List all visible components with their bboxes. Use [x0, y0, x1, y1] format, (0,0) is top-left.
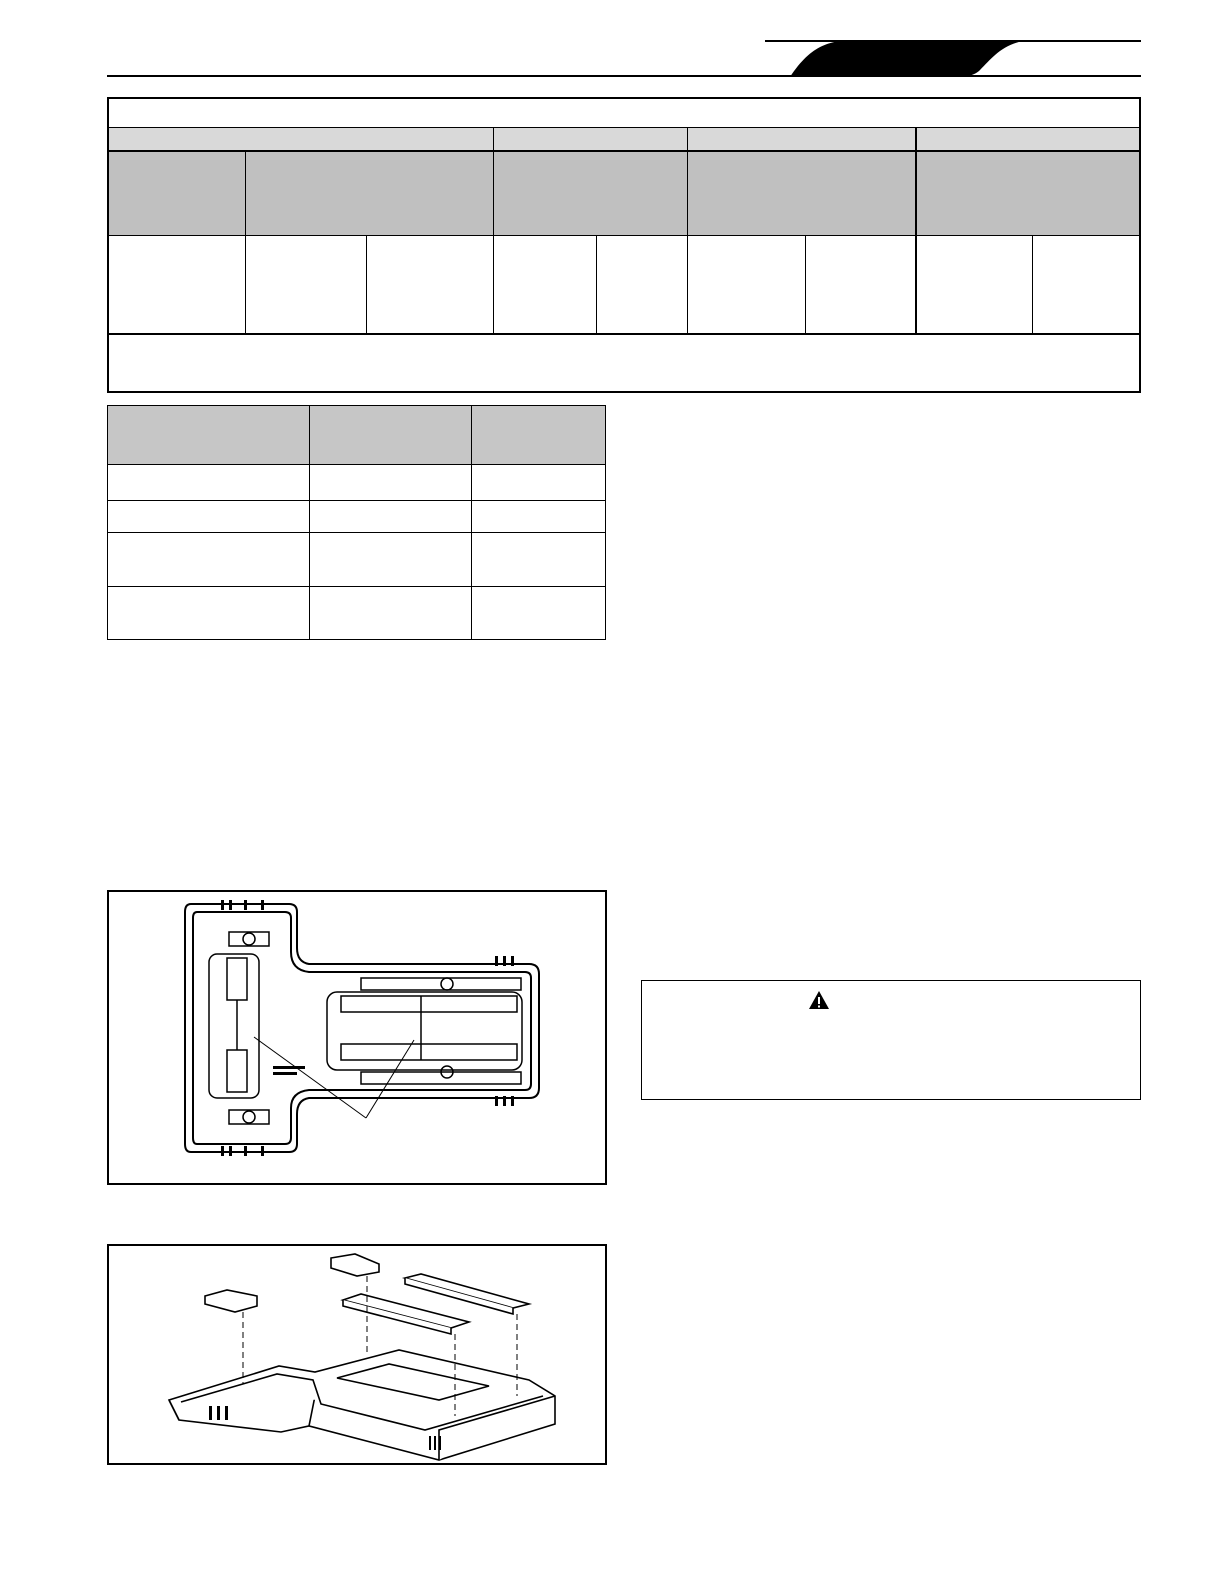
header-thin-rule	[765, 40, 1141, 42]
header-rule	[107, 75, 1141, 77]
figure-top-view	[107, 890, 607, 1185]
figure-exploded-view	[107, 1244, 607, 1465]
spec-note-row	[109, 334, 1139, 391]
parts-table-header	[108, 406, 605, 464]
spec-data-row	[109, 236, 1139, 333]
warning-triangle-icon	[808, 990, 830, 1010]
mounting-base-exploded-view-drawing	[109, 1246, 605, 1463]
parts-table	[107, 405, 606, 640]
warning-box	[641, 980, 1141, 1100]
spec-group-header-row	[109, 128, 1139, 150]
mounting-base-top-view-drawing	[109, 892, 605, 1183]
specification-table	[107, 97, 1141, 393]
spec-title-row	[109, 99, 1139, 127]
spec-column-header-row	[109, 152, 1139, 235]
